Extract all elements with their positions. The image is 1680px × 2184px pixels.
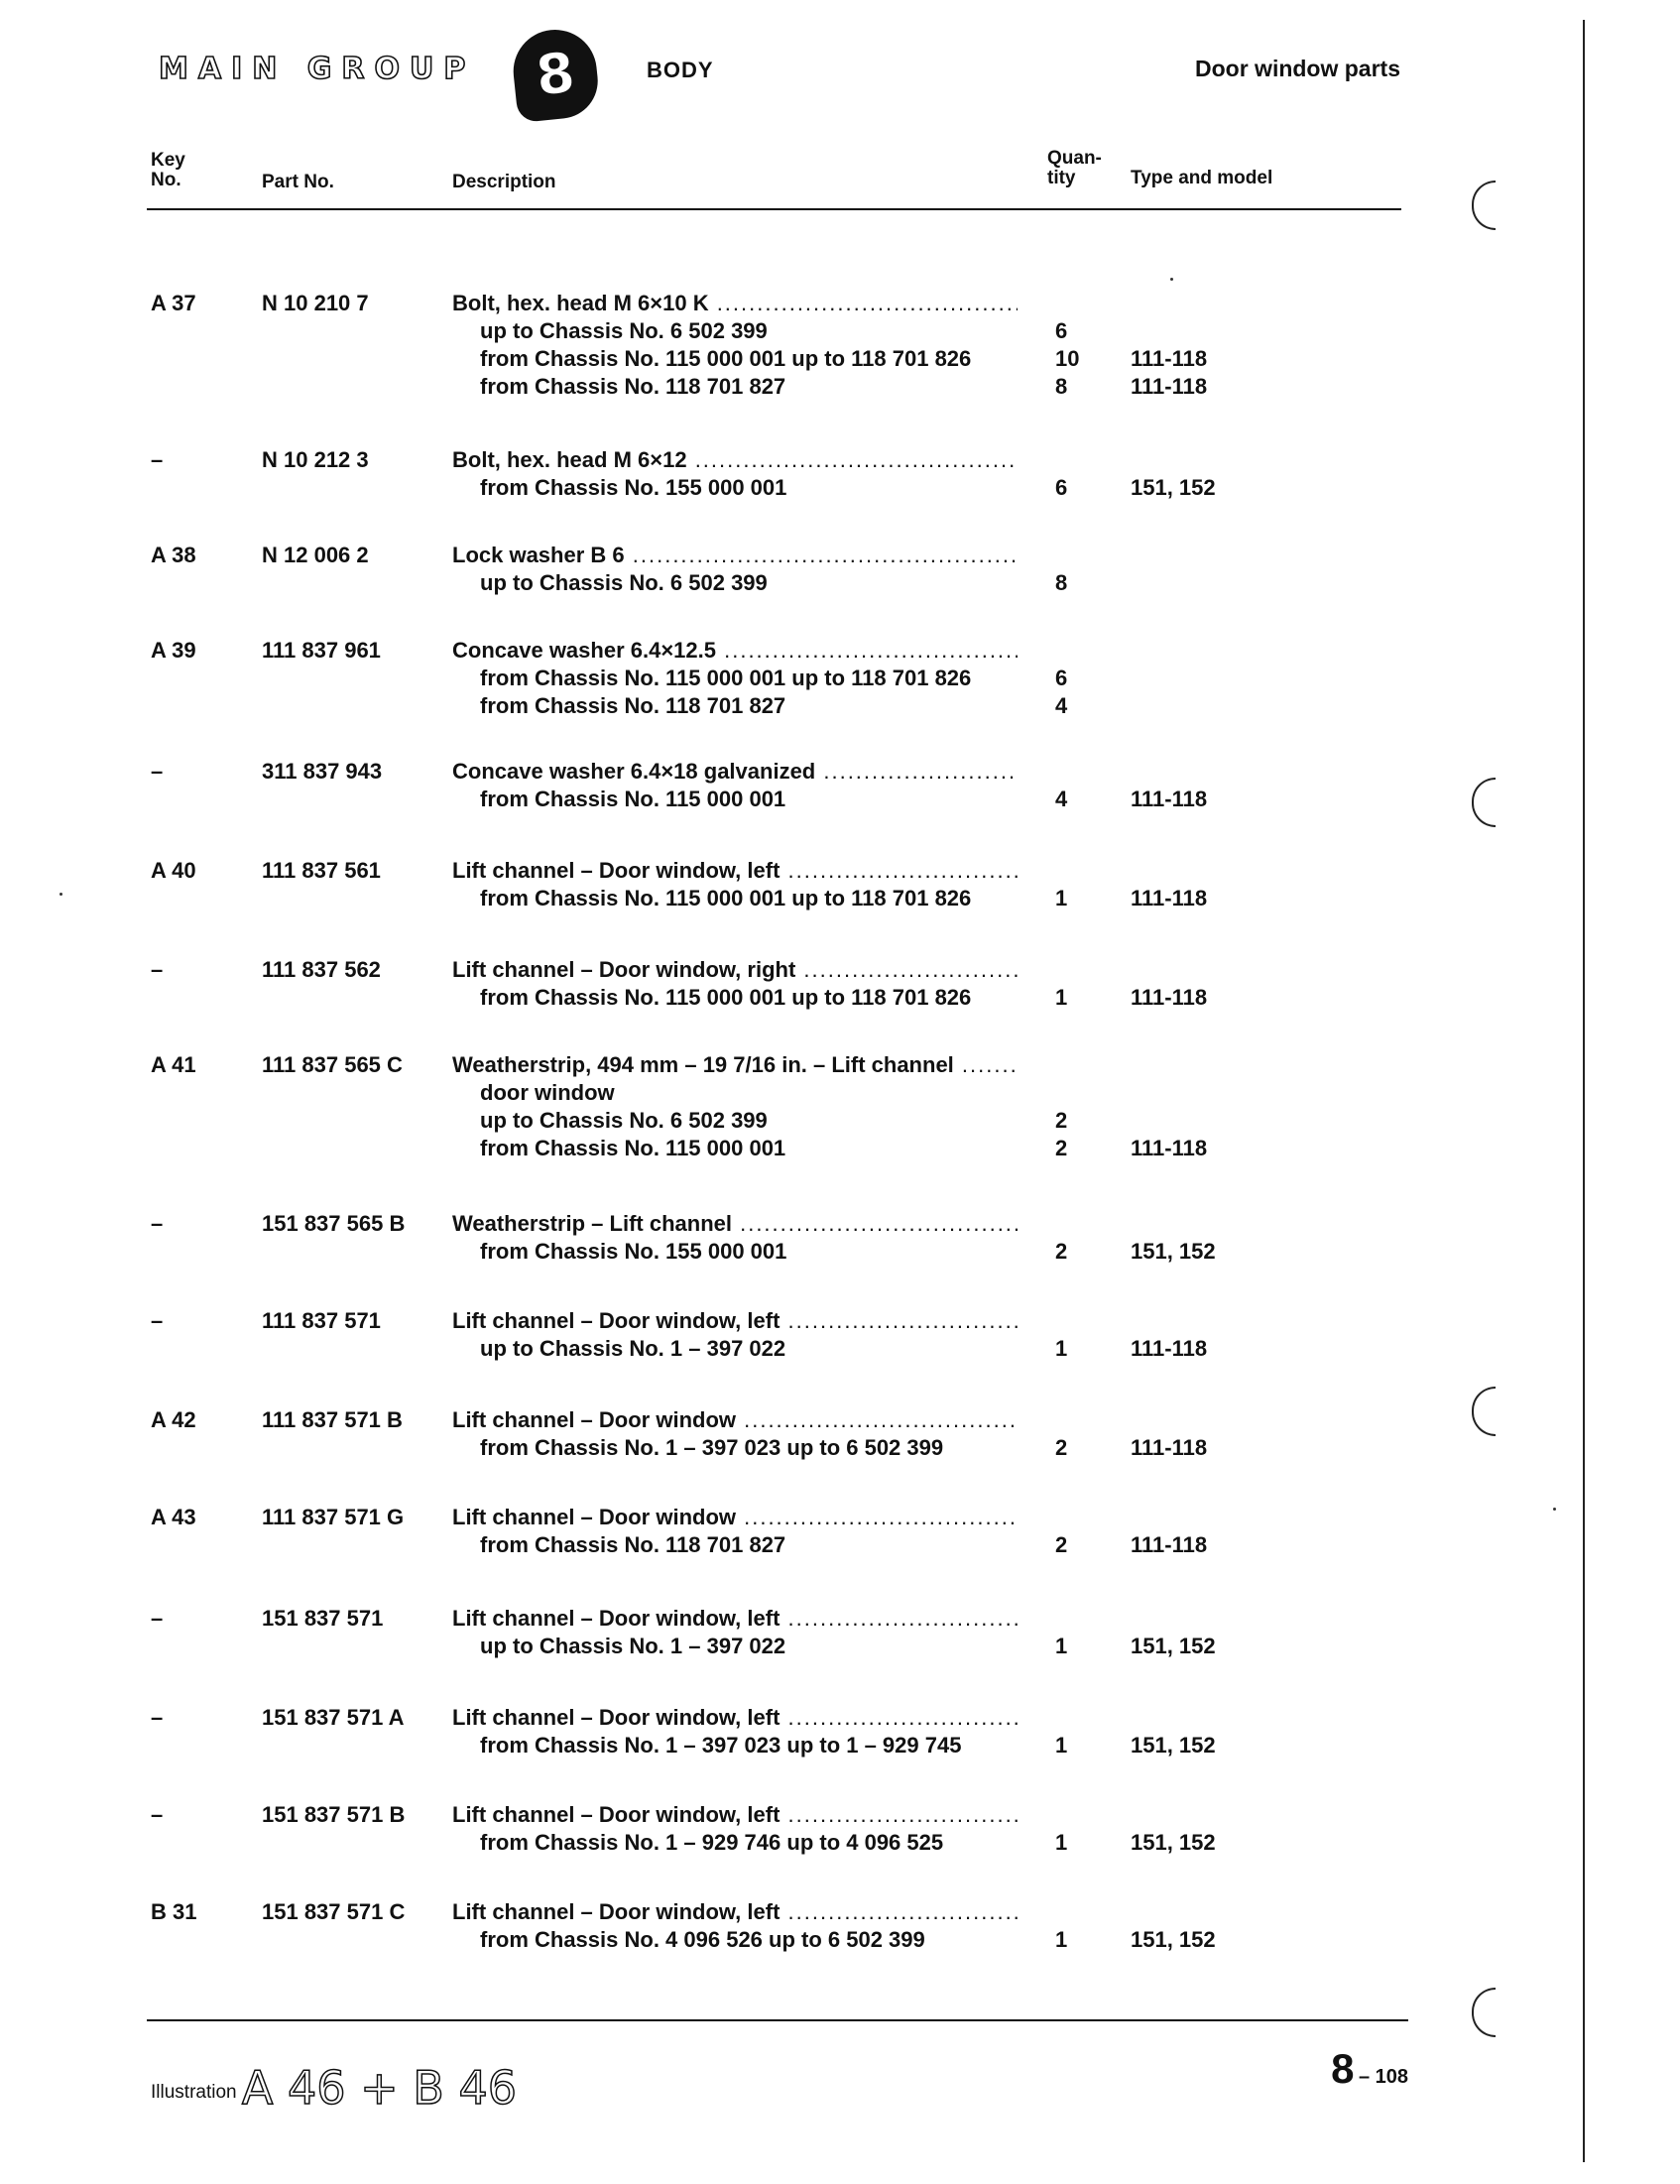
description [452,1307,1018,1363]
col-part-no: Part No. [262,172,334,192]
quantity-column [1055,1504,1115,1559]
description [452,1605,1018,1660]
quantity-column [1055,1605,1115,1660]
type-model [1131,692,1369,720]
description-line: up to Chassis No. 6 502 399 [480,1108,768,1133]
description-line: from Chassis No. 1 – 397 023 up to 6 502 399 [480,1435,944,1460]
description-line: from Chassis No. 118 701 827 [480,693,786,718]
description [452,1898,1018,1954]
key-no: A 42 [151,1407,196,1432]
part-no: 151 837 571 A [262,1705,405,1730]
main-group-label: MAIN GROUP [159,52,476,86]
description-line: from Chassis No. 1 – 397 023 up to 1 – 929 745 [480,1733,962,1758]
type-model-column [1131,857,1369,912]
description-title: Bolt, hex. head M 6×10 K ..... [452,290,1018,317]
quantity-column [1055,542,1115,597]
quantity-column [1055,1704,1115,1759]
description-line: from Chassis No. 115 000 001 up to 118 701 826 [480,346,972,371]
type-model: 111-118 [1131,374,1208,399]
key-no: A 39 [151,638,196,663]
illustration-refs: A 46 + B 46 [241,2061,518,2115]
illustration-label: Illustration [151,2082,237,2103]
quantity-column [1055,446,1115,502]
description-title: Concave washer 6.4×18 galvanized ..... [452,758,1018,786]
description [452,446,1018,502]
punch-hole [1472,778,1496,827]
type-model: 111-118 [1131,1336,1208,1361]
description [452,1704,1018,1759]
quantity: 6 [1055,475,1068,500]
part-no: 151 837 571 [262,1606,384,1631]
description-title: Lift channel – Door window, right ..... [452,956,1018,984]
type-model [1131,1079,1369,1107]
description-title: Weatherstrip, 494 mm – 19 7/16 in. – Lift channel ..... [452,1051,1018,1079]
description-title: Lift channel – Door window, left ..... [452,1605,1018,1633]
type-model-column [1131,1307,1369,1363]
part-no: 151 837 571 C [262,1899,406,1924]
quantity: 6 [1055,318,1068,343]
punch-hole [1472,1988,1496,2037]
type-model: 151, 152 [1131,475,1216,500]
key-no: – [151,957,164,982]
type-model-column [1131,542,1369,597]
scan-speck [1553,1508,1556,1511]
type-model: 111-118 [1131,787,1208,811]
description-title: Lift channel – Door window, left ..... [452,1801,1018,1829]
description-title: Lift channel – Door window, left ..... [452,1307,1018,1335]
quantity: 1 [1055,886,1068,910]
key-no: A 38 [151,543,196,567]
illustration-reference [151,2061,517,2115]
quantity-column [1055,1898,1115,1954]
type-model: 111-118 [1131,985,1208,1010]
quantity: 4 [1055,693,1068,718]
description [452,1406,1018,1462]
type-model: 151, 152 [1131,1733,1216,1758]
quantity-column [1055,1051,1115,1162]
type-model: 151, 152 [1131,1830,1216,1855]
key-no: A 37 [151,291,196,315]
key-no: – [151,759,164,784]
quantity: 4 [1055,787,1068,811]
key-no: – [151,1211,164,1236]
description-line: up to Chassis No. 1 – 397 022 [480,1336,786,1361]
quantity [1055,1079,1115,1107]
type-model [1131,569,1369,597]
quantity-column [1055,758,1115,813]
quantity: 8 [1055,570,1068,595]
description-title: Weatherstrip – Lift channel ..... [452,1210,1018,1238]
type-model-column [1131,1406,1369,1462]
description-line: from Chassis No. 155 000 001 [480,1239,787,1264]
part-no: 111 837 571 G [262,1505,405,1529]
description [452,1210,1018,1266]
description-line: from Chassis No. 115 000 001 [480,1136,786,1160]
description-title: Lock washer B 6 ..... [452,542,1018,569]
quantity: 8 [1055,374,1068,399]
quantity-column [1055,1801,1115,1857]
group-number-badge [510,26,602,123]
quantity: 2 [1055,1239,1068,1264]
description-line: from Chassis No. 115 000 001 up to 118 701 826 [480,666,972,690]
description-title: Lift channel – Door window ..... [452,1504,1018,1531]
page-section: 8 [1331,2045,1355,2092]
quantity: 1 [1055,1830,1068,1855]
type-model-column [1131,1801,1369,1857]
header-rule [147,208,1401,210]
description-line: up to Chassis No. 6 502 399 [480,318,768,343]
type-model: 151, 152 [1131,1927,1216,1952]
quantity: 2 [1055,1435,1068,1460]
type-model-column [1131,758,1369,813]
quantity: 1 [1055,1336,1068,1361]
quantity: 2 [1055,1108,1068,1133]
quantity: 10 [1055,346,1080,371]
col-key-no: Key No. [151,150,185,190]
quantity: 1 [1055,985,1068,1010]
description [452,1051,1018,1162]
part-no: 111 837 961 [262,638,381,663]
part-no: 151 837 565 B [262,1211,406,1236]
part-no: 311 837 943 [262,759,383,784]
quantity-column [1055,637,1115,720]
description-line: from Chassis No. 115 000 001 [480,787,786,811]
type-model [1131,665,1369,692]
page-number: – 108 [1358,2066,1408,2088]
col-quantity: Quan- tity [1047,148,1102,188]
part-no: 111 837 571 [262,1308,381,1333]
description-line: from Chassis No. 155 000 001 [480,475,787,500]
key-no: B 31 [151,1899,197,1924]
type-model-column [1131,637,1369,720]
part-no: 111 837 561 [262,858,381,883]
quantity: 6 [1055,666,1068,690]
quantity: 2 [1055,1136,1068,1160]
description-line: from Chassis No. 1 – 929 746 up to 4 096 525 [480,1830,944,1855]
description-line: from Chassis No. 4 096 526 up to 6 502 399 [480,1927,925,1952]
key-no: – [151,1705,164,1730]
quantity-column [1055,290,1115,401]
binding-edge [1583,20,1585,2162]
col-type-model: Type and model [1131,168,1273,188]
part-no: 111 837 565 C [262,1052,403,1077]
description-line: from Chassis No. 115 000 001 up to 118 701 826 [480,985,972,1010]
type-model-column [1131,956,1369,1012]
quantity-column [1055,1307,1115,1363]
quantity-column [1055,956,1115,1012]
type-model: 151, 152 [1131,1239,1216,1264]
type-model [1131,317,1369,345]
type-model: 111-118 [1131,1435,1208,1460]
description-title: Bolt, hex. head M 6×12 ..... [452,446,1018,474]
key-no: – [151,1606,164,1631]
punch-hole [1472,181,1496,230]
description [452,1801,1018,1857]
type-model-column [1131,1605,1369,1660]
description-title: Concave washer 6.4×12.5 ..... [452,637,1018,665]
punch-hole [1472,1387,1496,1436]
type-model: 111-118 [1131,886,1208,910]
description [452,1504,1018,1559]
quantity-column [1055,1210,1115,1266]
type-model-column [1131,1704,1369,1759]
key-no: – [151,1308,164,1333]
description [452,857,1018,912]
type-model [1131,1107,1369,1135]
type-model: 151, 152 [1131,1634,1216,1658]
quantity-column [1055,1406,1115,1462]
part-no: N 12 006 2 [262,543,369,567]
part-no: 111 837 562 [262,957,381,982]
description [452,956,1018,1012]
scan-speck [60,893,62,896]
key-no: A 40 [151,858,196,883]
description-title: Lift channel – Door window, left ..... [452,857,1018,885]
quantity: 1 [1055,1927,1068,1952]
description-title: Lift channel – Door window, left ..... [452,1898,1018,1926]
quantity: 1 [1055,1634,1068,1658]
description-title: Lift channel – Door window ..... [452,1406,1018,1434]
section-title: BODY [647,58,714,82]
description-line: from Chassis No. 115 000 001 up to 118 701 826 [480,886,972,910]
group-number: 8 [533,40,578,109]
key-no: A 43 [151,1505,196,1529]
part-no: N 10 212 3 [262,447,369,472]
description-line: up to Chassis No. 6 502 399 [480,570,768,595]
part-no: 151 837 571 B [262,1802,406,1827]
type-model-column [1131,290,1369,401]
page-number-block [1331,2045,1408,2093]
description-line: from Chassis No. 118 701 827 [480,374,786,399]
page-title: Door window parts [1195,56,1400,81]
col-description: Description [452,172,556,192]
type-model-column [1131,1051,1369,1162]
quantity: 2 [1055,1532,1068,1557]
description-line: from Chassis No. 118 701 827 [480,1532,786,1557]
part-no: 111 837 571 B [262,1407,403,1432]
type-model-column [1131,446,1369,502]
type-model: 111-118 [1131,1136,1208,1160]
key-no: – [151,1802,164,1827]
description-line: door window [480,1080,615,1105]
key-no: A 41 [151,1052,196,1077]
quantity: 1 [1055,1733,1068,1758]
scan-speck [1170,278,1173,281]
key-no: – [151,447,164,472]
description [452,290,1018,401]
type-model-column [1131,1210,1369,1266]
type-model-column [1131,1898,1369,1954]
description [452,542,1018,597]
description-title: Lift channel – Door window, left ..... [452,1704,1018,1732]
footer-rule [147,2019,1408,2021]
description-line: up to Chassis No. 1 – 397 022 [480,1634,786,1658]
description [452,637,1018,720]
type-model-column [1131,1504,1369,1559]
type-model: 111-118 [1131,1532,1208,1557]
type-model: 111-118 [1131,346,1208,371]
part-no: N 10 210 7 [262,291,369,315]
description [452,758,1018,813]
quantity-column [1055,857,1115,912]
